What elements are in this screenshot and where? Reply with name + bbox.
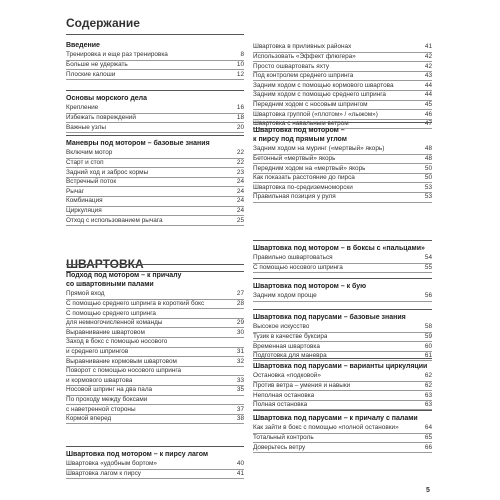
entry-title: Правильно ошвартоваться — [253, 254, 333, 262]
entry-page: 27 — [236, 290, 244, 298]
entry-title: Встречный поток — [66, 178, 117, 186]
toc-entry[interactable] — [66, 405, 244, 415]
entry-title: Как зайти в бокс с помощью «полной остановки» — [253, 424, 399, 432]
toc-entry[interactable] — [66, 197, 244, 207]
entry-page: 25 — [236, 216, 244, 224]
toc-section — [66, 42, 244, 80]
entry-page: 20 — [236, 123, 244, 131]
entry-page: 12 — [236, 70, 244, 78]
entry-title: Комбинация — [66, 197, 103, 205]
entry-title: Поворот с помощью носового шпринга — [66, 367, 182, 375]
entry-page: 35 — [236, 386, 244, 394]
toc-entry[interactable] — [253, 43, 432, 53]
toc-entry[interactable] — [66, 470, 244, 480]
toc-entry[interactable] — [253, 183, 432, 193]
entry-page: 50 — [424, 164, 432, 172]
toc-entry[interactable] — [253, 72, 432, 82]
entry-title: Передним ходом с носовым шпрингом — [253, 100, 368, 108]
entry-title: Против ветра – умения и навыки — [253, 381, 351, 389]
toc-entry[interactable] — [253, 164, 432, 174]
toc-entry[interactable] — [66, 61, 244, 71]
section-rule — [66, 135, 244, 136]
entry-title: Швартовка в приливных районах — [253, 43, 352, 51]
toc-section — [253, 363, 432, 410]
toc-section — [253, 283, 432, 302]
toc-entry[interactable] — [66, 376, 244, 386]
toc-entry[interactable] — [66, 357, 244, 367]
page-number: 5 — [426, 487, 430, 494]
entry-page: 53 — [424, 193, 432, 201]
section-heading: Швартовка под мотором – в боксы с «пальцами» — [253, 245, 425, 252]
toc-section — [253, 415, 432, 453]
toc-entry[interactable] — [253, 434, 432, 444]
toc-entry[interactable] — [253, 443, 432, 453]
entry-title: Бетонный «мертвый» якорь — [253, 154, 336, 162]
toc-entry[interactable] — [253, 333, 432, 343]
entry-page: 45 — [424, 100, 432, 108]
toc-entry[interactable] — [253, 352, 432, 362]
entry-page: 24 — [236, 206, 244, 214]
entry-page: 60 — [424, 342, 432, 350]
entry-page: 24 — [236, 178, 244, 186]
entry-title: Швартовка лагом к пирсу — [66, 469, 141, 477]
entry-page: 10 — [236, 60, 244, 68]
entry-page: 22 — [236, 158, 244, 166]
toc-entry[interactable] — [66, 216, 244, 226]
entry-page: 29 — [236, 319, 244, 327]
section-heading: Швартовка под парусами – варианты циркуляции — [253, 363, 428, 370]
toc-entry[interactable] — [66, 386, 244, 396]
toc-entry[interactable] — [253, 382, 432, 392]
toc-entry[interactable] — [66, 396, 244, 406]
section-heading: Швартовка под парусами – базовые знания — [253, 314, 406, 321]
toc-entry[interactable] — [253, 81, 432, 91]
section-heading: Швартовка под мотором – к пирсу лагом — [66, 451, 209, 458]
entry-title: Задним ходом на муринг («мертвый» якорь) — [253, 145, 385, 153]
entry-page: 59 — [424, 332, 432, 340]
entry-title: Больше не удержать — [66, 60, 128, 68]
entry-page: 58 — [424, 323, 432, 331]
toc-entry[interactable] — [253, 372, 432, 382]
entry-title: Передним ходом на «мертвый» якорь — [253, 164, 366, 172]
section-heading: Швартовка под мотором – к бую — [253, 283, 367, 290]
entry-page: 40 — [236, 460, 244, 468]
toc-entry[interactable] — [66, 319, 244, 329]
toc-section — [66, 140, 244, 226]
section-heading: Основы морского дела — [66, 95, 148, 102]
entry-page: 43 — [424, 72, 432, 80]
toc-entry[interactable] — [66, 290, 244, 300]
entry-page: 66 — [424, 443, 432, 451]
entry-page: 48 — [424, 154, 432, 162]
entry-title: Как показать расстояние до пирса — [253, 174, 355, 182]
section-rule — [253, 410, 432, 411]
entry-title: Выравнивание швартовом — [66, 328, 145, 336]
toc-entry[interactable] — [66, 415, 244, 425]
entry-title: Швартовка по-средиземноморски — [253, 183, 353, 191]
toc-entry[interactable] — [253, 342, 432, 352]
entry-page: 23 — [236, 168, 244, 176]
section-rule — [66, 90, 244, 91]
entry-page: 33 — [236, 376, 244, 384]
entry-page: 47 — [424, 120, 432, 128]
toc-entry[interactable] — [66, 104, 244, 114]
toc-section — [66, 451, 244, 479]
entry-title: Плоские калоши — [66, 70, 116, 78]
entry-title: и кормового швартова — [66, 376, 133, 384]
toc-entry[interactable] — [66, 367, 244, 377]
section-rule — [253, 278, 432, 279]
title-rule — [66, 34, 244, 35]
entry-title: Швартовка с навальным ветром — [253, 120, 349, 128]
entry-title: Важные узлы — [66, 123, 106, 131]
toc-entry[interactable] — [66, 159, 244, 169]
entry-page: 31 — [236, 347, 244, 355]
entry-page: 64 — [424, 424, 432, 432]
entry-page: 8 — [240, 51, 244, 59]
entry-page: 54 — [424, 254, 432, 262]
entry-page: 44 — [424, 91, 432, 99]
toc-entry[interactable] — [66, 328, 244, 338]
entry-page: 63 — [424, 401, 432, 409]
entry-page: 42 — [424, 52, 432, 60]
entry-page: 62 — [424, 381, 432, 389]
entry-page: 62 — [424, 372, 432, 380]
toc-entry[interactable] — [66, 149, 244, 159]
toc-entry[interactable] — [253, 101, 432, 111]
section-heading: Швартовка под парусами – к причалу с палами — [253, 415, 418, 422]
entry-title: Прямой вход — [66, 290, 105, 298]
entry-title: Правильная позиция у руля — [253, 193, 336, 201]
entry-page: 46 — [424, 110, 432, 118]
entry-page: 44 — [424, 81, 432, 89]
entry-title: Под контролем среднего шпринга — [253, 72, 354, 80]
section-rule — [66, 264, 244, 265]
toc-entry[interactable] — [253, 323, 432, 333]
toc-entry[interactable] — [253, 62, 432, 72]
toc-section — [253, 314, 432, 361]
toc-entry[interactable] — [66, 123, 244, 133]
entry-title: Тотальный контроль — [253, 433, 314, 441]
entry-title: Кормой вперед — [66, 415, 112, 423]
entry-title: с наветренной стороны — [66, 405, 136, 413]
entry-title: Рычаг — [66, 187, 85, 195]
toc-entry[interactable] — [66, 178, 244, 188]
toc-entry[interactable] — [66, 460, 244, 470]
section-heading: со швартовными палами — [66, 281, 154, 288]
toc-entry[interactable] — [66, 51, 244, 61]
entry-page: 18 — [236, 113, 244, 121]
entry-title: Выравнивание кормовым швартовом — [66, 357, 177, 365]
section-rule — [253, 309, 432, 310]
entry-page: 22 — [236, 149, 244, 157]
entry-page: 55 — [424, 263, 432, 271]
toc-entry[interactable] — [253, 292, 432, 302]
entry-title: Старт и стоп — [66, 158, 104, 166]
entry-title: Задним ходом проще — [253, 292, 317, 300]
section-heading: Введение — [66, 42, 100, 49]
toc-entry[interactable] — [253, 193, 432, 203]
toc-section — [253, 43, 432, 129]
entry-title: Остановка «подковой» — [253, 372, 321, 380]
entry-title: Задним ходом с помощью среднего шпринга — [253, 91, 386, 99]
toc-entry[interactable] — [66, 70, 244, 80]
toc-section — [66, 95, 244, 133]
toc-entry[interactable] — [66, 309, 244, 319]
entry-title: Полная остановка — [253, 401, 308, 409]
entry-title: Швартовка «удобным бортом» — [66, 460, 157, 468]
entry-title: Тузик в качестве буксира — [253, 332, 328, 340]
entry-page: 50 — [424, 174, 432, 182]
entry-title: Тренировка и еще раз тренировка — [66, 51, 168, 59]
entry-page: 41 — [236, 469, 244, 477]
entry-title: Заход в бокс с помощью носового — [66, 338, 168, 346]
toc-entry[interactable] — [253, 424, 432, 434]
toc-entry[interactable] — [66, 114, 244, 124]
entry-page: 53 — [424, 183, 432, 191]
part-title: ШВАРТОВКА — [66, 257, 144, 271]
toc-title: Содержание — [66, 16, 140, 30]
section-heading: Маневры под мотором – базовые знания — [66, 140, 210, 147]
toc-entry[interactable] — [66, 338, 244, 348]
section-rule — [66, 446, 244, 447]
toc-entry[interactable] — [253, 110, 432, 120]
entry-page: 24 — [236, 197, 244, 205]
entry-title: Избежать повреждений — [66, 113, 136, 121]
entry-title: С помощью среднего шпринга в короткий бокс — [66, 299, 205, 307]
toc-entry[interactable] — [66, 300, 244, 310]
toc-entry[interactable] — [253, 174, 432, 184]
entry-page: 37 — [236, 405, 244, 413]
toc-entry[interactable] — [66, 207, 244, 217]
toc-entry[interactable] — [253, 53, 432, 63]
entry-page: 28 — [236, 299, 244, 307]
entry-title: и среднего шпрингов — [66, 347, 129, 355]
entry-title: Отход с использованием рычага — [66, 216, 163, 224]
toc-entry[interactable] — [253, 401, 432, 411]
entry-title: Включим мотор — [66, 149, 113, 157]
entry-title: Швартовка группой («плотом» / «лыжом») — [253, 110, 378, 118]
entry-title: Неполная остановка — [253, 391, 315, 399]
entry-page: 56 — [424, 292, 432, 300]
toc-entry[interactable] — [66, 348, 244, 358]
entry-title: Задним ходом с помощью кормового швартова — [253, 81, 394, 89]
entry-page: 30 — [236, 328, 244, 336]
toc-entry[interactable] — [253, 254, 432, 264]
entry-page: 61 — [424, 352, 432, 360]
section-rule — [253, 122, 432, 123]
entry-page: 38 — [236, 415, 244, 423]
entry-title: Циркуляция — [66, 206, 102, 214]
toc-section — [253, 245, 432, 273]
toc-entry[interactable] — [253, 391, 432, 401]
entry-title: Использовать «Эффект флюгера» — [253, 52, 356, 60]
entry-page: 63 — [424, 391, 432, 399]
section-heading: к пирсу под прямым углом — [253, 136, 347, 143]
toc-entry[interactable] — [66, 168, 244, 178]
entry-title: Подготовка для маневра — [253, 352, 327, 360]
toc-entry[interactable] — [253, 91, 432, 101]
entry-title: для немногочисленной команды — [66, 319, 163, 327]
entry-title: С помощью носового шпринга — [253, 263, 343, 271]
toc-section — [253, 127, 432, 203]
entry-page: 41 — [424, 43, 432, 51]
section-heading: Подход под мотором – к причалу — [66, 272, 182, 279]
toc-section — [66, 272, 244, 424]
entry-title: Задний ход и заброс кормы — [66, 168, 149, 176]
entry-page: 24 — [236, 187, 244, 195]
entry-page: 32 — [236, 357, 244, 365]
entry-page: 48 — [424, 145, 432, 153]
entry-page: 16 — [236, 104, 244, 112]
section-rule — [253, 240, 432, 241]
entry-title: Доверьтесь ветру — [253, 443, 306, 451]
toc-entry[interactable] — [253, 155, 432, 165]
section-rule — [253, 358, 432, 359]
entry-page: 42 — [424, 62, 432, 70]
toc-entry[interactable] — [253, 264, 432, 274]
entry-title: По проходу между боксами — [66, 395, 148, 403]
entry-title: С помощью среднего шпринга — [66, 309, 156, 317]
toc-entry[interactable] — [66, 187, 244, 197]
toc-entry[interactable] — [253, 145, 432, 155]
section-heading: Швартовка под мотором – — [253, 127, 345, 134]
entry-title: Высокое искусство — [253, 323, 310, 331]
entry-page: 65 — [424, 433, 432, 441]
entry-title: Просто ошвартовать яхту — [253, 62, 330, 70]
entry-title: Носовой шпринг на два пала — [66, 386, 153, 394]
entry-title: Крепление — [66, 104, 99, 112]
entry-title: Временная швартовка — [253, 342, 320, 350]
